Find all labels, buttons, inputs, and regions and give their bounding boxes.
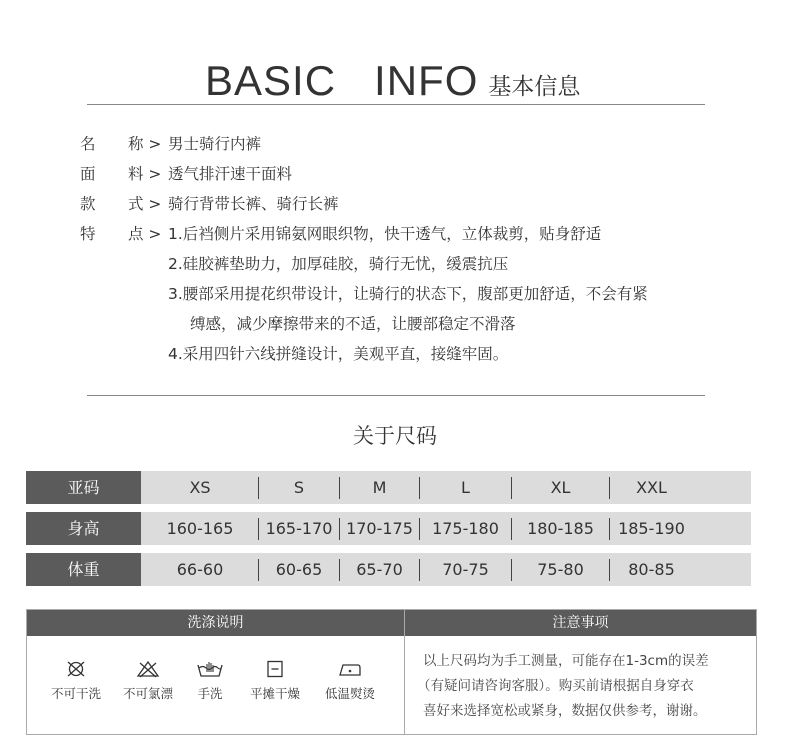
- page-title: [205, 52, 580, 102]
- row-header: 体重: [26, 553, 141, 586]
- row-header: 亚码: [26, 471, 141, 504]
- care-label: 平摊干燥: [249, 686, 300, 701]
- size-cell: 65-70: [356, 560, 403, 579]
- care-divider: [404, 610, 405, 734]
- notes-line: （有疑问请咨询客服）。购买前请根据自身穿衣: [417, 678, 694, 694]
- size-cell: 180-185: [527, 519, 594, 538]
- info-divider: [87, 395, 705, 396]
- no-bleach-icon: [136, 660, 160, 678]
- size-row-weight: [26, 553, 751, 586]
- care-item: [315, 660, 385, 702]
- size-cell: 165-170: [265, 519, 333, 538]
- row-header: 身高: [26, 512, 141, 545]
- info-row-name: [80, 130, 261, 158]
- notes-header: 注意事项: [405, 610, 756, 636]
- size-cell: S: [293, 478, 305, 497]
- care-label: 不可干洗: [50, 686, 101, 701]
- info-value: 1.后裆侧片采用锦氨网眼织物，快干透气，立体裁剪，贴身舒适: [168, 225, 602, 243]
- info-label-b: 称 >: [128, 135, 162, 153]
- size-cell: 70-75: [442, 560, 489, 579]
- hand-wash-icon: [196, 660, 224, 678]
- care-item: [240, 660, 310, 702]
- info-value: 透气排汗速干面料: [168, 165, 293, 183]
- care-item: [175, 660, 245, 702]
- info-label-b: 点 >: [128, 225, 162, 243]
- size-cell: 185-190: [618, 519, 685, 538]
- size-cell: XXL: [636, 478, 667, 497]
- size-cell: 175-180: [432, 519, 499, 538]
- notes-line: 以上尺码均为手工测量，可能存在1-3cm的误差: [423, 653, 709, 669]
- feature-line: 4.采用四针六线拼缝设计，美观平直，接缝牢固。: [168, 345, 509, 363]
- size-row-code: [26, 471, 751, 504]
- info-label-a: 款: [80, 195, 96, 213]
- size-cell: M: [372, 478, 387, 497]
- info-label-b: 式 >: [128, 195, 162, 213]
- flat-dry-icon: [265, 660, 285, 678]
- info-label-b: 料 >: [128, 165, 162, 183]
- size-cell: 60-65: [275, 560, 323, 579]
- size-cell: L: [461, 478, 470, 497]
- size-cell: 160-165: [166, 519, 234, 538]
- feature-line: 2.硅胶裤垫助力，加厚硅胶，骑行无忧，缓震抗压: [168, 255, 509, 273]
- notes-line: 喜好来选择宽松或紧身，数据仅供参考，谢谢。: [423, 703, 707, 719]
- care-item: [41, 660, 111, 702]
- info-label-a: 面: [80, 165, 96, 183]
- no-dry-clean-icon: [65, 660, 87, 678]
- care-item: [113, 660, 183, 702]
- wash-instructions-header: 洗涤说明: [27, 610, 404, 636]
- title-chinese: 基本信息: [488, 74, 581, 100]
- size-section-title: 关于尺码: [353, 424, 437, 448]
- info-value: 骑行背带长裤、骑行长裤: [168, 195, 339, 213]
- size-cell: XS: [189, 478, 211, 497]
- feature-line: 缚感，减少摩擦带来的不适，让腰部稳定不滑落: [190, 315, 516, 333]
- care-label: 低温熨烫: [324, 686, 375, 701]
- size-cell: 170-175: [346, 519, 413, 538]
- size-cell: 75-80: [537, 560, 584, 579]
- info-label-a: 特: [80, 225, 96, 243]
- size-cell: 80-85: [628, 560, 675, 579]
- size-row-height: [26, 512, 751, 545]
- size-cell: 66-60: [176, 560, 224, 579]
- info-row-material: [80, 160, 292, 188]
- size-cell: XL: [550, 478, 571, 497]
- info-row-style: [80, 190, 339, 218]
- feature-line: 3.腰部采用提花织带设计，让骑行的状态下，腹部更加舒适，不会有紧: [168, 285, 648, 303]
- care-label: 手洗: [197, 686, 223, 701]
- info-row-features: [80, 220, 601, 248]
- info-label-a: 名: [80, 135, 96, 153]
- care-label: 不可氯漂: [122, 686, 173, 701]
- care-table: [26, 609, 757, 735]
- low-iron-icon: [337, 660, 363, 678]
- info-value: 男士骑行内裤: [168, 135, 262, 153]
- title-english: BASIC INFO: [205, 57, 479, 104]
- header-divider: [87, 104, 705, 105]
